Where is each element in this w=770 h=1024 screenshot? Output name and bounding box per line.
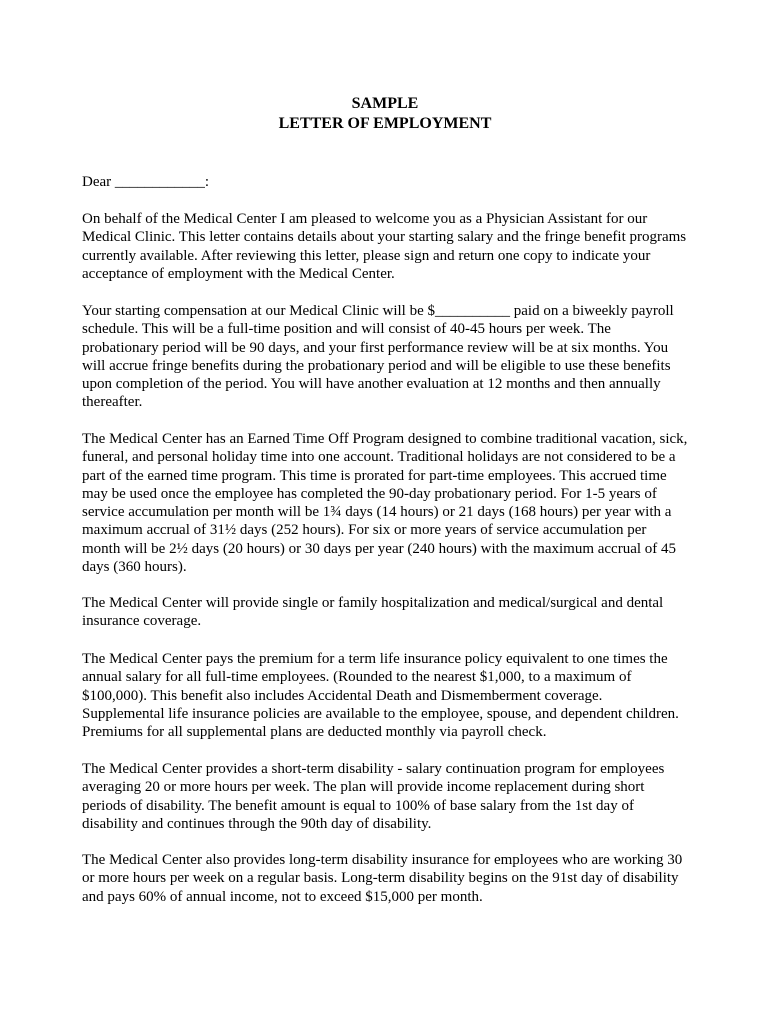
text-line: Supplemental life insurance policies are available to the employee, spouse, and dependent children. [82,705,679,722]
text-line: The Medical Center will provide single or family hospitalization and medical/surgical and dental [82,595,664,611]
text-line: month will be 2½ days (20 hours) or 30 days per year (240 hours) with the maximum accrual of 45 [82,540,677,557]
paragraph-compensation [82,302,688,412]
text-line: $100,000). This benefit also includes Accidental Death and Dismemberment coverage. [82,687,603,704]
paragraph-health-insurance [82,594,688,631]
text-line: The Medical Center pays the premium for a term life insurance policy equivalent to one times the [82,651,668,667]
paragraph-life-insurance [82,650,688,741]
text-line: The Medical Center also provides long-term disability insurance for employees who are working 30 [82,852,683,868]
text-line: annual salary for all full-time employees. (Rounded to the nearest $1,000, to a maximum of [82,669,632,686]
text-line: or more hours per week on a regular basis. Long-term disability begins on the 91st day of disability [82,870,679,887]
paragraph-earned-time-off [82,430,688,576]
paragraph-welcome [82,210,688,283]
text-line: currently available. After reviewing this letter, please sign and return one copy to indicate your [82,247,651,264]
text-line: probationary period will be 90 days, and your first performance review will be at six months. You [82,339,669,356]
salutation: Dear ____________: [82,174,210,190]
text-line: insurance coverage. [82,613,202,630]
text-line: disability and continues through the 90th day of disability. [82,815,432,832]
text-line: The Medical Center provides a short-term disability - salary continuation program for employees [82,761,665,777]
letter-heading [82,94,688,134]
text-line: Medical Clinic. This letter contains details about your starting salary and the fringe benefit programs [82,229,687,246]
text-line: periods of disability. The benefit amount is equal to 100% of base salary from the 1st day of [82,797,634,814]
text-line: The Medical Center has an Earned Time Off Program designed to combine traditional vacation, sick, [82,431,688,447]
text-line: Your starting compensation at our Medical Clinic will be $__________ paid on a biweekly payroll [82,303,674,319]
text-line: days (360 hours). [82,559,187,576]
text-line: and pays 60% of annual income, not to exceed $15,000 per month. [82,888,483,905]
paragraph-long-term-disability [82,851,688,906]
text-line: Premiums for all supplemental plans are deducted monthly via payroll check. [82,724,547,741]
text-line: acceptance of employment with the Medical Center. [82,265,395,282]
text-line: averaging 20 or more hours per week. The plan will provide income replacement during short [82,779,645,796]
text-line: On behalf of the Medical Center I am pleased to welcome you as a Physician Assistant for our [82,211,648,227]
text-line: schedule. This will be a full-time position and will consist of 40-45 hours per week. The [82,321,611,338]
text-line: may be used once the employee has completed the 90-day probationary period. For 1-5 years of [82,485,657,502]
document-subtitle: LETTER OF EMPLOYMENT [278,115,492,132]
paragraph-short-term-disability [82,760,688,833]
text-line: maximum accrual of 31½ days (252 hours). For six or more years of service accumulation per [82,522,647,539]
text-line: part of the earned time program. This time is prorated for part-time employees. This accrued time [82,467,667,484]
document-title: SAMPLE [351,95,419,112]
text-line: service accumulation per month will be 1¾ days (14 hours) or 21 days (168 hours) per year with a [82,504,672,521]
text-line: will accrue fringe benefits during the probationary period and will be eligible to use these benefits [82,357,671,374]
text-line: funeral, and personal holiday time into one account. Traditional holidays are not considered to be a [82,449,676,466]
text-line: thereafter. [82,394,143,411]
text-line: upon completion of the period. You will have another evaluation at 12 months and then annually [82,376,661,393]
